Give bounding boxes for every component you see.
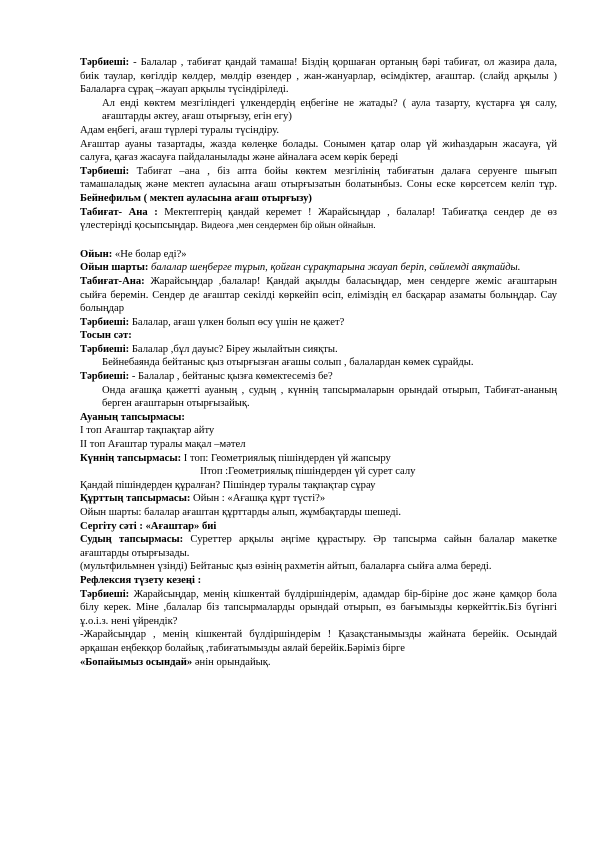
paragraph-tasks-intro: Онда ағашқа қажетті ауаның , судың , күннің тапсырмаларын орындай отырып, Табиғат-ананың берген ағаштарын отырғызайық. bbox=[102, 384, 557, 410]
paragraph-video-girl: Бейнебаянда бейтаныс қыз отырғызған ағашы солып , балалардан көмек сұрайды. bbox=[102, 357, 474, 369]
paragraph-mother-nature: Табиғат- Ана : Мектептерің қандай керемет ! Жарайсыңдар , балалар! Табиғатқа сендер де өз үлестеріңді қосыпсыңдар. Видеоға ,мен сендермен бір ойын ойнайын. bbox=[80, 206, 557, 232]
paragraph-closing: Тәрбиеші: Жарайсыңдар, менің кішкентай бүлдіршіндерім, адамдар бір-біріне дос және қамқор бола білу керек. Міне ,балалар біз тапсырмаларды орындай отырып, өз бағымызды көркейттік.Біз бүгінгі ұ.о.і.з. нені үйрендік? bbox=[80, 588, 557, 627]
paragraph-help: Тәрбиеші: - Балалар , бейтаныс қызға көмектесеміз бе? bbox=[80, 371, 333, 383]
paragraph-intro: Тәрбиеші: - Балалар , табиғат қандай тамаша! Біздің қоршаған ортаның бәрі табиғат, ол жазира дала, биік таулар, көгілдір көлдер, мөлдір өзендер , жан-жануарлар, өсімдіктер, ағаштар. (слайд арқылы ) Балаларға сұрақ –жауап арқылы түсіндіріледі. bbox=[80, 57, 557, 96]
paragraph-gift-trees: Табиғат-Ана: Жарайсыңдар ,балалар! Қандай ақылды баласыңдар, мен сендерге жеміс ағаштарын сыйға беремін. Сендер де ағаштар секілді көркейіп өсіп, еліміздің ел басқарар азаматы болыңдар. Сау болыңдар bbox=[80, 275, 557, 315]
game-heading: Ойын: «Не болар еді?» bbox=[80, 248, 187, 260]
shapes-question: Қандай пішіндерден құралған? Пішіндер туралы тақпақтар сұрау bbox=[80, 479, 376, 491]
paragraph-spring-work: Ал енді көктем мезгіліндегі үлкендердің еңбегіне не жатады? ( аула тазарту, күстарға ұя салу, ағаштарды әктеу, ағаш отырғызу, егін егу) bbox=[102, 97, 557, 123]
game-rules: Ойын шарты: балалар шеңберге тұрып, қойған сұрақтарына жауап беріп, сөйлемді аяқтайды. bbox=[80, 262, 521, 274]
worm-game-rules: Ойын шарты: балалар ағаштан құрттарды алып, жұмбақтарды шешеді. bbox=[80, 507, 402, 518]
air-task-group1: I топ Ағаштар тақпақтар айту bbox=[80, 425, 215, 437]
sun-task-group2: IIтоп :Геометриялық пішіндерден үй сурет салу bbox=[200, 466, 416, 478]
paragraph-farewell: -Жарайсыңдар , менің кішкентай бүлдіршіндерім ! Қазақстанымызды жайната берейік. Осындай әрқашан еңбекқор болайық ,табиғатымызды аялай берейік.Бәріміз бірге bbox=[80, 629, 557, 654]
speaker-label: Тәрбиеші: bbox=[80, 57, 130, 68]
water-task: Судың тапсырмасы: Суреттер арқылы әңгіме құрастыру. Әр тапсырма сайын балалар макетке ағаштарды отырғызады. bbox=[80, 534, 557, 559]
paragraph-nature: Тәрбиеші: Табиғат –ана , біз апта бойы көктем мезгілінің табиғатын далаға серуенге шығып тамашаладық және мектеп ауласына ағаш отырғызатын болатынбыз. Соны еске көрсетсем келіп тұр. Бейнефильм ( мектеп ауласына ағаш отырғызу) bbox=[80, 165, 557, 204]
cartoon-excerpt: (мультфильмнен үзінді) Бейтаныс қыз өзінің рахметін айтып, балаларға сыйға алма береді. bbox=[80, 561, 492, 573]
refresh-moment: Сергіту сәті : «Ағаштар» биі bbox=[80, 520, 217, 532]
air-task-group2: II топ Ағаштар туралы мақал –мәтел bbox=[80, 439, 246, 451]
speaker-label: Тәрбиеші: bbox=[80, 165, 130, 177]
speaker-label: Табиғат- Ана : bbox=[80, 206, 158, 218]
worm-task: Құрттың тапсырмасы: Ойын : «Ағашқа құрт түсті?» bbox=[80, 493, 326, 505]
surprise-heading: Тосын сәт: bbox=[80, 330, 132, 342]
song-line: «Бопайымыз осындай» әнін орындайық. bbox=[80, 656, 271, 668]
reflection-heading: Рефлексия түзету кезеңі : bbox=[80, 574, 202, 586]
paragraph-tree-types: Адам еңбегі, ағаш түрлері туралы түсіндіру. bbox=[80, 124, 280, 136]
air-task-heading: Ауаның тапсырмасы: bbox=[80, 411, 185, 423]
sun-task: Күннің тапсырмасы: I топ: Геометриялық пішіндерден үй жапсыру bbox=[80, 452, 391, 464]
document-page bbox=[80, 56, 557, 669]
paragraph-question: Тәрбиеші: Балалар, ағаш үлкен болып өсу үшін не қажет? bbox=[80, 316, 345, 328]
paragraph-voice: Тәрбиеші: Балалар ,бұл дауыс? Біреу жылайтын сияқты. bbox=[80, 343, 338, 355]
paragraph-trees-benefit: Ағаштар ауаны тазартады, жазда көлеңке болады. Сонымен қатар олар үй жиһаздарын жасауға, үй салуға, қағаз жасауға пайдаланылады және айналаға әсем көрік береді bbox=[80, 138, 557, 164]
video-title: Бейнефильм ( мектеп ауласына ағаш отырғызу) bbox=[80, 192, 312, 204]
